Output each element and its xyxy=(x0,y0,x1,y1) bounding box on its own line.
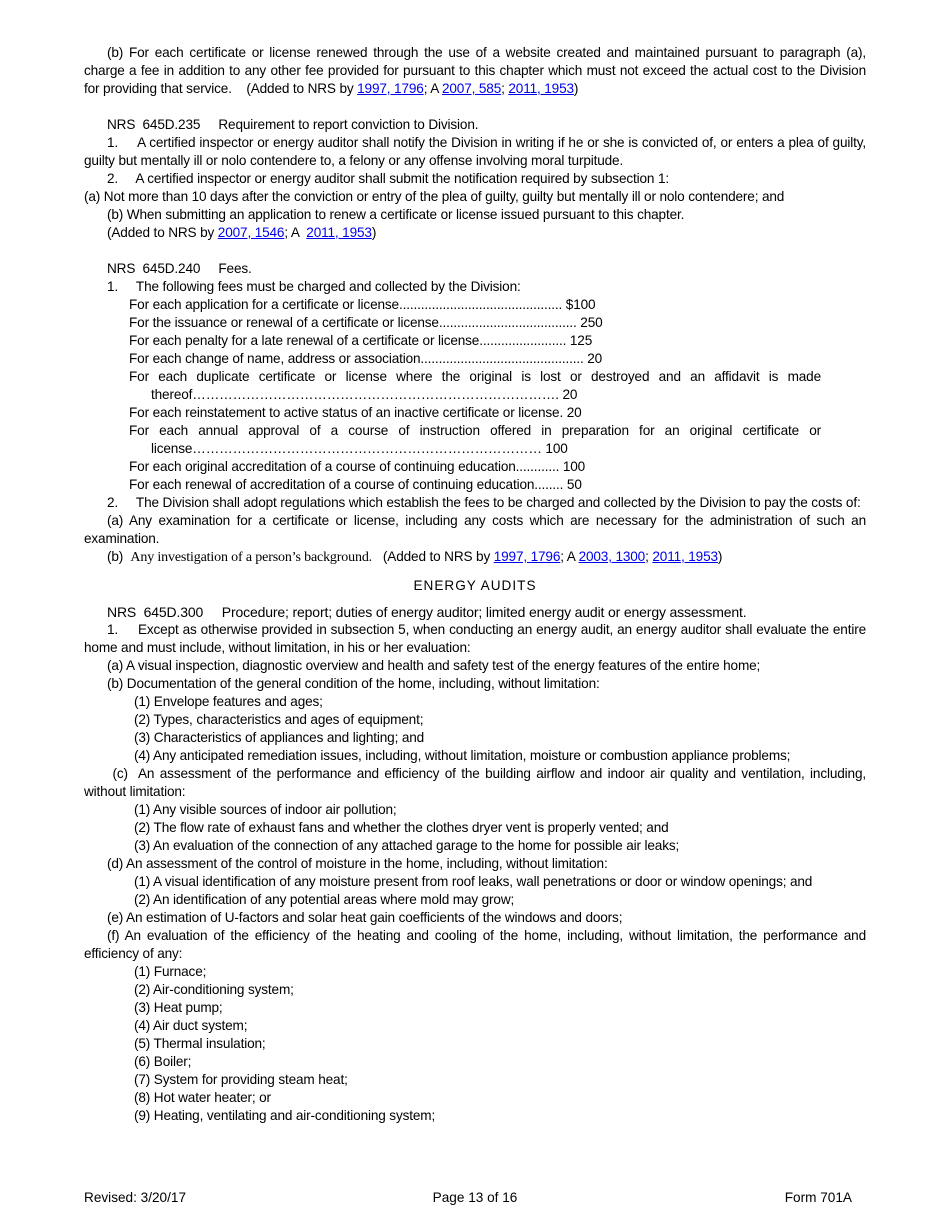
history-link-2011-1953[interactable]: 2011, 1953 xyxy=(306,225,372,240)
fee-line: For each application for a certificate or license............................................. $100 xyxy=(129,297,596,312)
paragraph-b-website-fee xyxy=(84,44,866,98)
list-item: (3) An evaluation of the connection of any attached garage to the home for possible air leaks; xyxy=(134,838,680,853)
s235-paragraph-a: (a) Not more than 10 days after the conviction or entry of the plea of guilty, guilty but mentally ill or nolo contendere; and xyxy=(84,189,785,204)
section-heading-645d-300: NRS 645D.300 Procedure; report; duties of energy auditor; limited energy audit or energy assessment. xyxy=(107,604,747,620)
s300-paragraph-b: (b) Documentation of the general condition of the home, including, without limitation: xyxy=(107,676,600,691)
close-paren: ) xyxy=(573,81,579,96)
s300-paragraph-a: (a) A visual inspection, diagnostic overview and health and safety test of the energy features of the entire home; xyxy=(107,658,761,673)
history-link-2007-585[interactable]: 2007, 585 xyxy=(441,81,502,96)
history-link-1997-1796[interactable]: 1997, 1796 xyxy=(493,549,561,564)
paragraph-text: Any investigation of a person’s background. xyxy=(130,550,373,565)
list-item: (2) An identification of any potential areas where mold may grow; xyxy=(134,892,515,907)
added-to-nrs-prefix: (Added to NRS by xyxy=(372,549,494,564)
s300-subsection-1: 1. Except as otherwise provided in subsection 5, when conducting an energy audit, an energy auditor shall evaluate the entire home and must include, without limitation, in his or her evaluation: xyxy=(84,622,870,655)
list-item: (5) Thermal insulation; xyxy=(134,1036,266,1051)
list-item: (3) Characteristics of appliances and lighting; and xyxy=(134,730,425,745)
history-link-2011-1953[interactable]: 2011, 1953 xyxy=(652,549,718,564)
list-item: (1) A visual identification of any moisture present from roof leaks, wall penetrations or door or window openings; and xyxy=(134,874,813,889)
history-link-2011-1953[interactable]: 2011, 1953 xyxy=(508,81,574,96)
s235-subsection-2: 2. A certified inspector or energy auditor shall submit the notification required by subsection 1: xyxy=(107,171,669,186)
list-item: (7) System for providing steam heat; xyxy=(134,1072,348,1087)
spacer xyxy=(84,242,866,260)
fee-line: For each renewal of accreditation of a course of continuing education........ 50 xyxy=(129,477,582,492)
list-item: (2) The flow rate of exhaust fans and whether the clothes dryer vent is properly vented; and xyxy=(134,820,669,835)
paragraph-label: (b) xyxy=(107,549,131,564)
s240-paragraph-b xyxy=(84,548,866,567)
list-item: (3) Heat pump; xyxy=(134,1000,223,1015)
s240-subsection-1: 1. The following fees must be charged and collected by the Division: xyxy=(107,279,521,294)
s235-history xyxy=(84,224,866,242)
fee-line: For each penalty for a late renewal of a certificate or license........................ 125 xyxy=(129,333,593,348)
fee-line: For each reinstatement to active status of an inactive certificate or license. 20 xyxy=(129,405,582,420)
added-to-nrs-prefix: (Added to NRS by xyxy=(246,81,358,96)
page-footer xyxy=(84,1190,866,1208)
form-number: Form 701A xyxy=(784,1190,852,1205)
fee-line: For each change of name, address or association............................................. 20 xyxy=(129,351,603,366)
spacer xyxy=(84,567,866,577)
separator: ; A xyxy=(560,549,579,564)
list-item: (4) Any anticipated remediation issues, including, without limitation, moisture or combustion appliance problems; xyxy=(134,748,791,763)
list-item: (1) Any visible sources of indoor air pollution; xyxy=(134,802,397,817)
section-heading-645d-235: NRS 645D.235 Requirement to report conviction to Division. xyxy=(107,117,479,132)
s235-paragraph-b: (b) When submitting an application to renew a certificate or license issued pursuant to this chapter. xyxy=(107,207,685,222)
list-item: (2) Types, characteristics and ages of equipment; xyxy=(134,712,424,727)
s240-subsection-2: 2. The Division shall adopt regulations which establish the fees to be charged and collected by the Division to pay the costs of: xyxy=(107,495,861,510)
close-paren: ) xyxy=(717,549,723,564)
fee-line: For the issuance or renewal of a certificate or license...................................... 250 xyxy=(129,315,603,330)
list-item: (2) Air-conditioning system; xyxy=(134,982,294,997)
page-number: Page 13 of 16 xyxy=(432,1190,518,1205)
history-link-1997-1796[interactable]: 1997, 1796 xyxy=(357,81,424,96)
spacer xyxy=(84,98,866,116)
fee-line: For each original accreditation of a course of continuing education............ 100 xyxy=(129,459,586,474)
separator: ; A xyxy=(284,225,307,240)
s240-paragraph-a: (a) Any examination for a certificate or license, including any costs which are necessary for the administration of such an examination. xyxy=(84,513,866,546)
s300-paragraph-d: (d) An assessment of the control of moisture in the home, including, without limitation: xyxy=(107,856,608,871)
spacer xyxy=(84,595,866,603)
separator: ; A xyxy=(423,81,442,96)
s235-subsection-1: 1. A certified inspector or energy auditor shall notify the Division in writing if he or she is convicted of, or enters a plea of guilty, guilty but mentally ill or nolo contendere to, a felony or any offense involving moral turpitude. xyxy=(84,135,870,168)
list-item: (9) Heating, ventilating and air-conditioning system; xyxy=(134,1108,436,1123)
revised-date: Revised: 3/20/17 xyxy=(84,1190,187,1205)
s300-paragraph-c: (c) An assessment of the performance and efficiency of the building airflow and indoor air quality and ventilation, including, without limitation: xyxy=(84,766,870,799)
section-heading-645d-240: NRS 645D.240 Fees. xyxy=(107,261,252,276)
s300-paragraph-e: (e) An estimation of U-factors and solar heat gain coefficients of the windows and doors; xyxy=(107,910,623,925)
fee-line: For each duplicate certificate or license where the original is lost or destroyed and an affidavit is made thereof………………………………………………………………………. 20 xyxy=(129,369,821,402)
fee-line: For each annual approval of a course of instruction offered in preparation for an original certificate or license…………………………………………………………………… 100 xyxy=(129,423,821,456)
list-item: (4) Air duct system; xyxy=(134,1018,248,1033)
separator: ; xyxy=(501,81,509,96)
history-link-2007-1546[interactable]: 2007, 1546 xyxy=(217,225,285,240)
added-to-nrs-prefix: (Added to NRS by xyxy=(107,225,218,240)
document-body xyxy=(84,44,870,1125)
list-item: (6) Boiler; xyxy=(134,1054,192,1069)
paragraph-text: (b) For each certificate or license renewed through the use of a website created and maintained pursuant to paragraph (a), charge a fee in addition to any other fee provided for pursuant to this chapter which must not exceed the actual cost to the Division for providing that service. xyxy=(84,45,866,96)
list-item: (8) Hot water heater; or xyxy=(134,1090,271,1105)
s300-paragraph-f: (f) An evaluation of the efficiency of the heating and cooling of the home, including, without limitation, the performance and efficiency of any: xyxy=(84,928,866,961)
separator: ; xyxy=(645,549,653,564)
list-item: (1) Furnace; xyxy=(134,964,207,979)
history-link-2003-1300[interactable]: 2003, 1300 xyxy=(578,549,646,564)
list-item: (1) Envelope features and ages; xyxy=(134,694,323,709)
section-title-energy-audits: ENERGY AUDITS xyxy=(413,578,537,593)
close-paren: ) xyxy=(371,225,377,240)
